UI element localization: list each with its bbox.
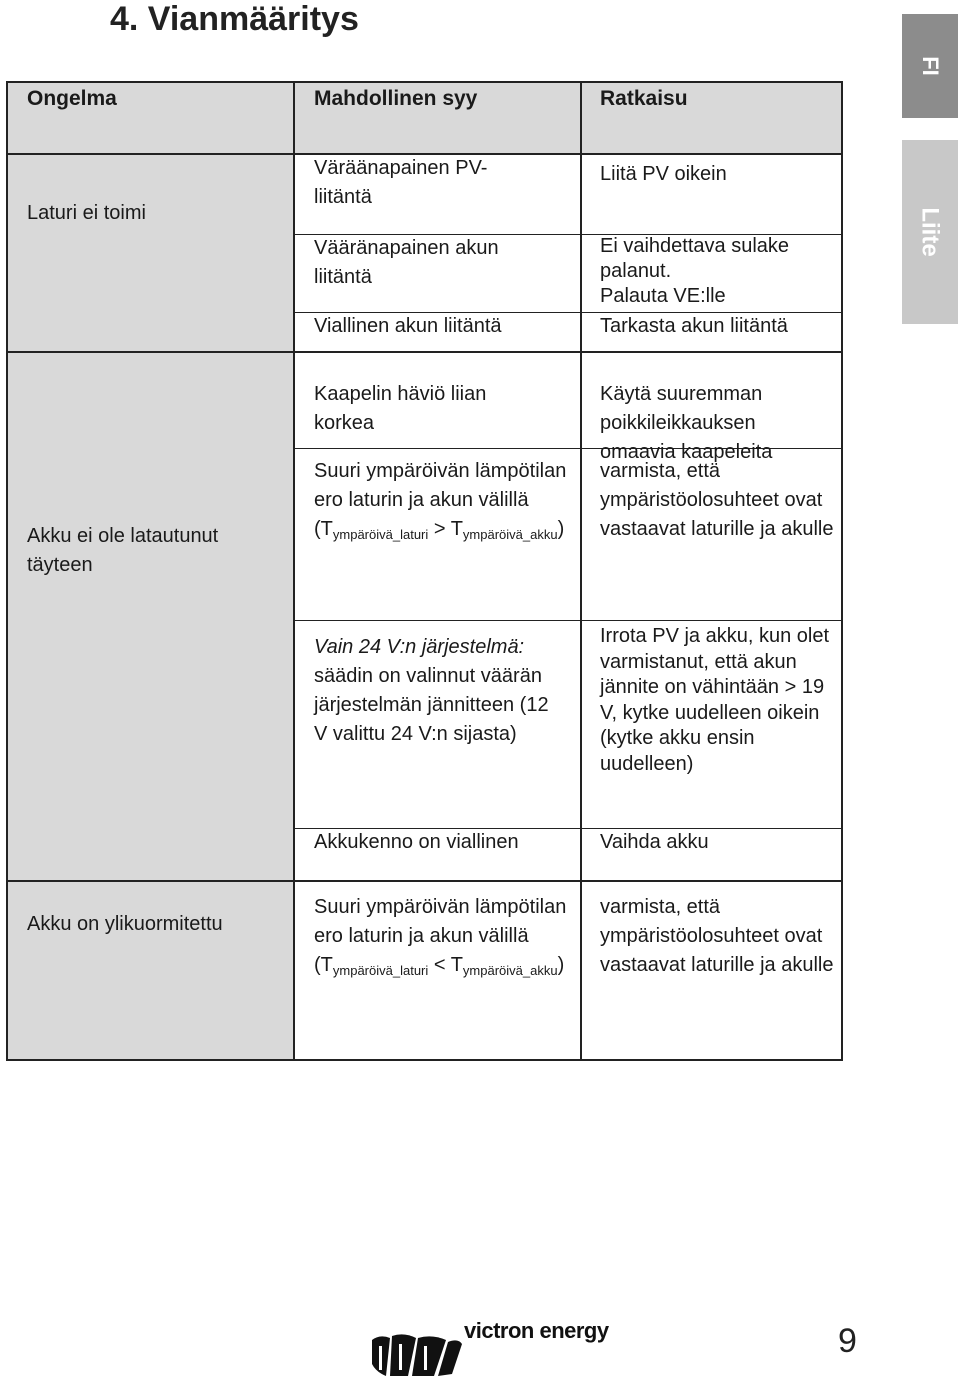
tab-fi[interactable] — [902, 14, 958, 118]
brand-name: victron energy — [464, 1318, 609, 1343]
solution-reverse-pv: Liitä PV oikein — [600, 163, 727, 185]
header-problem: Ongelma — [27, 87, 117, 110]
problem-battery-overcharged: Akku on ylikuormitettu — [27, 913, 223, 935]
cause-wrong-system-voltage — [314, 633, 564, 749]
solution-check-ambient-conditions: varmista, että ympäristöolosuhteet ovat vastaavat laturille ja akulle — [600, 460, 834, 540]
header-cause: Mahdollinen syy — [314, 87, 478, 110]
problem-battery-not-full: Akku ei ole latautunut täyteen — [27, 525, 219, 576]
cause-cable-loss: Kaapelin häviö liian korkea — [314, 383, 487, 434]
cause-24v-only-label: Vain 24 V:n järjestelmä: — [314, 636, 525, 658]
cause-reverse-pv: Väräänapainen PV-liitäntä — [314, 157, 488, 208]
header-solution: Ratkaisu — [600, 87, 688, 110]
solution-reverse-battery — [600, 234, 835, 309]
cause-wrong-voltage-text: säädin on valinnut väärän järjestelmän jännitteen (12 V valittu 24 V:n sijasta) — [314, 665, 549, 745]
solution-reconnect: Irrota PV ja akku, kun olet varmistanut, että akun jännite on vähintään > 19 V, kytke uudelleen oikein (kytke akku ensin uudelleen) — [600, 625, 830, 775]
cause-temperature-difference-low: Suuri ympäröivän lämpötilan ero laturin ja akun välillä $(T_{ympäröivä\_laturi} < T_{ympäröivä\_akku})$ — [314, 896, 567, 978]
page-title: 4. Vianmääritys — [110, 0, 359, 38]
cause-temperature-difference-high: Suuri ympäröivän lämpötilan ero laturin ja akun välillä $(T_{ympäröivä\_laturi} > T_{ympäröivä\_akku})$ — [314, 460, 567, 542]
solution-check-battery-connection: Tarkasta akun liitäntä — [600, 315, 788, 337]
page-number: 9 — [838, 1322, 857, 1360]
tab-fi-label: FI — [918, 56, 943, 76]
tab-liite[interactable] — [902, 140, 958, 324]
solution-thicker-cables: Käytä suuremman poikkileikkauksen omaavia kaapeleita — [600, 383, 773, 463]
problem-charger-not-working: Laturi ei toimi — [27, 202, 146, 224]
solution-return-to-ve: Palauta VE:lle — [600, 285, 726, 307]
solution-replace-battery: Vaihda akku — [600, 831, 709, 853]
cause-reverse-battery: Vääränapainen akun liitäntä — [314, 237, 499, 288]
solution-check-ambient-conditions-2: varmista, että ympäristöolosuhteet ovat vastaavat laturille ja akulle — [600, 896, 834, 976]
solution-fuse-blown: Ei vaihdettava sulake palanut. — [600, 235, 790, 282]
cause-faulty-cell: Akkukenno on viallinen — [314, 831, 519, 853]
cause-faulty-battery-connection: Viallinen akun liitäntä — [314, 315, 502, 337]
tab-liite-label: Liite — [917, 207, 944, 257]
